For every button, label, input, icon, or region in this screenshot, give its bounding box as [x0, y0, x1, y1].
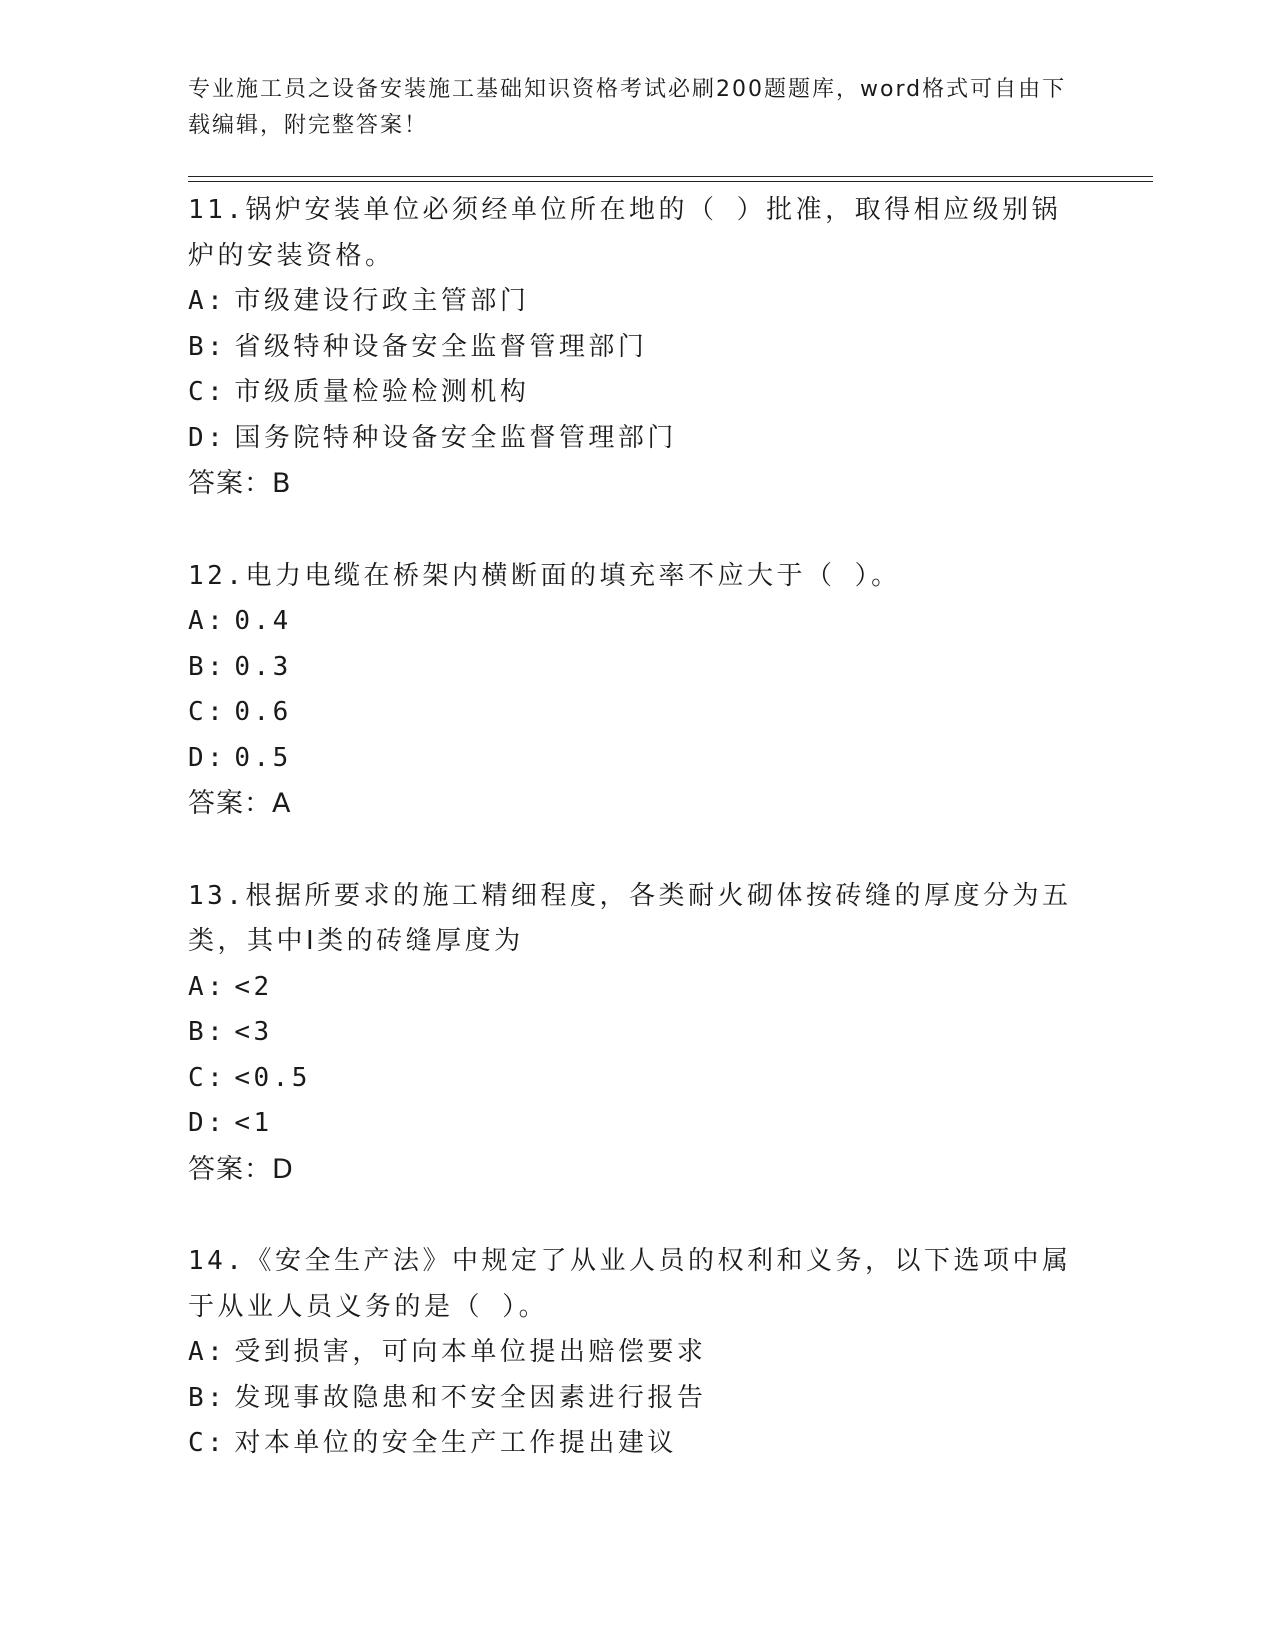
question-list [188, 188, 1088, 1514]
option-a [188, 965, 1088, 1011]
option-text: 发现事故隐患和不安全因素进行报告 [234, 1382, 707, 1413]
option-text: 受到损害，可向本单位提出赔偿要求 [234, 1337, 707, 1367]
question-stem: 12.电力电缆在桥架内横断面的填充率不应大于（ ）。 [188, 560, 901, 591]
answer-line: 答案：D [188, 1153, 294, 1185]
header-divider-bottom [188, 181, 1153, 182]
option-text: 对本单位的安全生产工作提出建议 [234, 1428, 677, 1458]
question-14 [188, 1239, 1088, 1467]
option-b [188, 645, 1088, 691]
answer-line: 答案：B [188, 468, 292, 499]
option-letter: C: [188, 697, 227, 727]
option-text: <2 [234, 971, 273, 1002]
question-12 [188, 554, 1088, 827]
option-text: 省级特种设备安全监督管理部门 [234, 331, 648, 362]
option-text: 国务院特种设备安全监督管理部门 [234, 422, 677, 453]
option-letter: A: [188, 1337, 227, 1367]
option-text: 市级质量检验检测机构 [234, 377, 530, 407]
option-text: 0.4 [234, 606, 292, 636]
option-text: 0.3 [234, 651, 292, 682]
question-13 [188, 874, 1088, 1193]
option-d [188, 416, 1088, 462]
option-letter: D: [188, 422, 227, 453]
option-c [188, 1421, 1088, 1467]
option-a [188, 279, 1088, 325]
option-letter: B: [188, 651, 227, 682]
option-b [188, 1010, 1088, 1056]
document-header: 专业施工员之设备安装施工基础知识资格考试必刷200题题库，word格式可自由下载编辑，附完整答案！ [188, 77, 1067, 138]
question-11 [188, 188, 1088, 507]
option-text: <3 [234, 1017, 273, 1047]
question-stem: 13.根据所要求的施工精细程度，各类耐火砌体按砖缝的厚度分为五类，其中Ⅰ类的砖缝厚度为 [188, 880, 1072, 956]
option-text: <1 [234, 1108, 273, 1138]
header-divider-top [188, 176, 1153, 177]
option-text: 0.6 [234, 697, 292, 727]
option-letter: D: [188, 1108, 227, 1138]
option-letter: C: [188, 1428, 227, 1458]
option-a [188, 599, 1088, 645]
option-letter: A: [188, 286, 227, 316]
option-letter: D: [188, 742, 227, 773]
option-letter: A: [188, 971, 227, 1002]
option-text: 0.5 [234, 742, 292, 773]
option-letter: B: [188, 1017, 227, 1047]
option-b [188, 1376, 1088, 1422]
option-c [188, 370, 1088, 416]
option-d [188, 736, 1088, 782]
option-text: <0.5 [234, 1062, 311, 1093]
option-b [188, 325, 1088, 371]
option-c [188, 690, 1088, 736]
option-letter: A: [188, 606, 227, 636]
option-letter: C: [188, 377, 227, 407]
option-d [188, 1101, 1088, 1147]
question-stem: 11.锅炉安装单位必须经单位所在地的（ ）批准，取得相应级别锅炉的安装资格。 [188, 195, 1062, 271]
answer-line: 答案：A [188, 788, 292, 819]
option-letter: B: [188, 1382, 227, 1413]
option-letter: C: [188, 1062, 227, 1093]
option-text: 市级建设行政主管部门 [234, 286, 530, 316]
option-a [188, 1330, 1088, 1376]
option-letter: B: [188, 331, 227, 362]
question-stem: 14.《安全生产法》中规定了从业人员的权利和义务，以下选项中属于从业人员义务的是（ ）。 [188, 1246, 1072, 1322]
option-c [188, 1056, 1088, 1102]
